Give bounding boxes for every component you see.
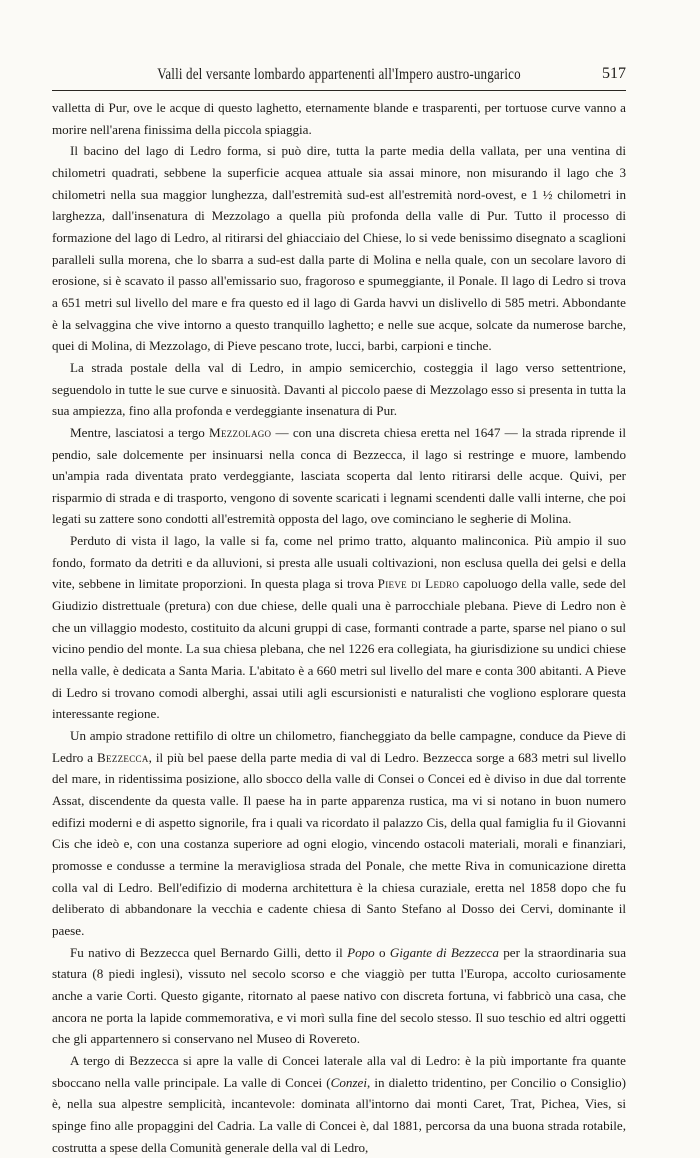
- paragraph: [52, 942, 626, 1050]
- paragraph: Il bacino del lago di Ledro forma, si può dire, tutta la parte media della vallata, per una ventina di chilometri quadrati, sebbene la superficie acquea attuale sia assai minore, non misurando il lago che 3 chilometri nella sua maggior lunghezza, dall'estremità sud-est all'estremità nord-ovest, e 1 ½ chilometri in larghezza, dall'insenatura di Mezzolago a quella più profonda della valle di Pur. Tutto il processo di formazione del lago di Ledro, al ritirarsi del ghiacciaio del Chiese, lo si vede benissimo disegnato a scaglioni paralleli sulla morena, che lo sbarra a sud-est dalla parte di Molina e nella quale, con un secolare lavoro di erosione, si è scavato il passo all'emissario suo, fragoroso e spumeggiante, il Ponale. Il lago di Ledro si trova a 651 metri sul livello del mare e fra questo ed il lago di Garda havvi un dislivello di 585 metri. Abbondante è la selvaggina che vive intorno a questo tranquillo laghetto; e nelle sue acque, solcate da numerose barche, quei di Molina, di Mezzolago, di Pieve pescano trote, lucci, barbi, carpioni e tinche.: [52, 143, 626, 354]
- book-page: [52, 62, 626, 1158]
- body-text: [52, 97, 626, 1158]
- place-name-smallcaps: Pieve di Ledro: [377, 576, 460, 592]
- paragraph-text: Fu nativo di Bezzecca quel Bernardo Gilli, detto il: [70, 944, 348, 960]
- paragraph: [52, 422, 626, 530]
- italic-term: Popo: [347, 944, 375, 960]
- paragraph: [52, 1050, 626, 1158]
- paragraph-text: Un ampio stradone rettifilo di oltre un chilometro, fiancheggiato da belle campagne, conduce da Pieve di Ledro a: [52, 728, 626, 765]
- paragraph: [52, 530, 626, 725]
- paragraph-text: Perduto di vista il lago, la valle si fa, come nel primo tratto, alquanto malinconica. Più ampio il suo fondo, formato da detriti e da alluvioni, si presta alle usuali coltivazioni, non esclusa quella dei gelsi e della vite, sebbene in limitate proporzioni. In questa plaga si trova: [52, 533, 626, 592]
- running-title: Valli del versante lombardo appartenenti all'Impero austro-ungarico: [157, 66, 521, 83]
- italic-term: Conzei: [330, 1074, 367, 1090]
- paragraph-text: per la straordinaria sua statura (8 piedi inglesi), vissuto nel secolo scorso e che viaggiò per tutta l'Europa, accolto curiosamente anche a varie Corti. Questo gigante, ritornato al paese nativo con discreta fortuna, vi fabbricò una casa, che ancora ne porta la lapide commemorativa, e vi morì sulla fine del secolo stesso. Il suo teschio ed altri oggetti che gli appartennero si conservano nel Museo di Rovereto.: [52, 944, 627, 1047]
- page-number: 517: [602, 65, 626, 82]
- paragraph: valletta di Pur, ove le acque di questo laghetto, eternamente blande e trasparenti, per tortuose curve vanno a morire nell'arena finissima della piccola spiaggia.: [52, 100, 626, 137]
- paragraph: [52, 725, 626, 942]
- paragraph-text: capoluogo della valle, sede del Giudizio distrettuale (pretura) con due chiese, delle quali una è parrocchiale plebana. Pieve di Ledro non è che un villaggio modesto, costituito da alcuni gruppi di case, formanti contrade a parte, sparse nel piano o sul vicino pendio del monte. La sua chiesa plebana, che nel 1226 era collegiata, ha giurisdizione su undici chiese nella valle, è dedicata a Santa Maria. L'abitato è a 660 metri sul livello del mare e conta 300 abitanti. A Pieve di Ledro si trovano comodi alberghi, assai utili agli escursionisti e naturalisti che vogliono esplorare questa interessante regione.: [52, 576, 627, 722]
- paragraph: La strada postale della val di Ledro, in ampio semicerchio, costeggia il lago verso settentrione, seguendolo in tutte le sue curve e sinuosità. Davanti al piccolo paese di Mezzolago esso si presenta in tutta la sua ampiezza, fino alla profonda e verdeggiante insenatura di Pur.: [52, 359, 626, 419]
- italic-term: Gigante di Bezzecca: [389, 944, 499, 960]
- paragraph-text: , in dialetto tridentino, per Concilio o Consiglio) è, nella sua alpestre semplicità, incantevole: dominata all'intorno dai monti Caret, Trat, Pichea, Vies, si spinge fino alle propaggini del Cadria. La valle di Concei è, dal 1881, percorsa da una buona strada rotabile, costrutta a spese della Comunità generale della val di Ledro,: [52, 1074, 627, 1155]
- paragraph-text: — con una discreta chiesa eretta nel 1647 — la strada riprende il pendio, sale dolcemente per insinuarsi nella conca di Bezzecca, il lago si restringe e muore, lambendo un'ampia rada diventata prato verdeggiante, lasciata scoperta dal lento ritirarsi delle acque. Quivi, per risparmio di strada e di trasporto, vengono di sovente scaricati i legnami scendenti dalle valli interne, che poi legati su zattere sono condotti all'estremità opposta del lago, ove cominciano le segherie di Molina.: [52, 424, 626, 527]
- place-name-smallcaps: Mezzolago: [209, 424, 272, 440]
- paragraph-text: , il più bel paese della parte media di val di Ledro. Bezzecca sorge a 683 metri sul livello del mare, in ridentissima posizione, allo sbocco della valle di Consei o Concei ed è diviso in due dal torrente Assat, discendente da questa valle. Il paese ha in parte apparenza rustica, ma vi si notano in buon numero edifizi moderni e di aspetto signorile, fra i quali va ricordato il palazzo Cis, della qual famiglia fu il Giovanni Cis che ideò e, con una costanza superiore ad ogni elogio, vincendo ostacoli materiali, morali e finanziari, promosse e condusse a termine la meravigliosa strada del Ponale, che mette Riva in comunicazione diretta colla val di Ledro. Bell'edifizio di moderna architettura è la chiesa curaziale, eretta nel 1858 dopo che fu deliberato di abbandonare la vecchia e cadente chiesa di Santo Stefano al Dosso dei Cervi, dominante il paese.: [52, 749, 626, 938]
- paragraph-text: A tergo di Bezzecca si apre la valle di Concei laterale alla val di Ledro: è la più importante fra quante sboccano nella valle principale. La valle di Concei (: [52, 1052, 626, 1090]
- paragraph-text: Mentre, lasciatosi a tergo: [70, 424, 210, 440]
- running-header: [52, 62, 626, 91]
- place-name-smallcaps: Bezzecca: [96, 749, 149, 765]
- paragraph-text: o: [374, 944, 390, 960]
